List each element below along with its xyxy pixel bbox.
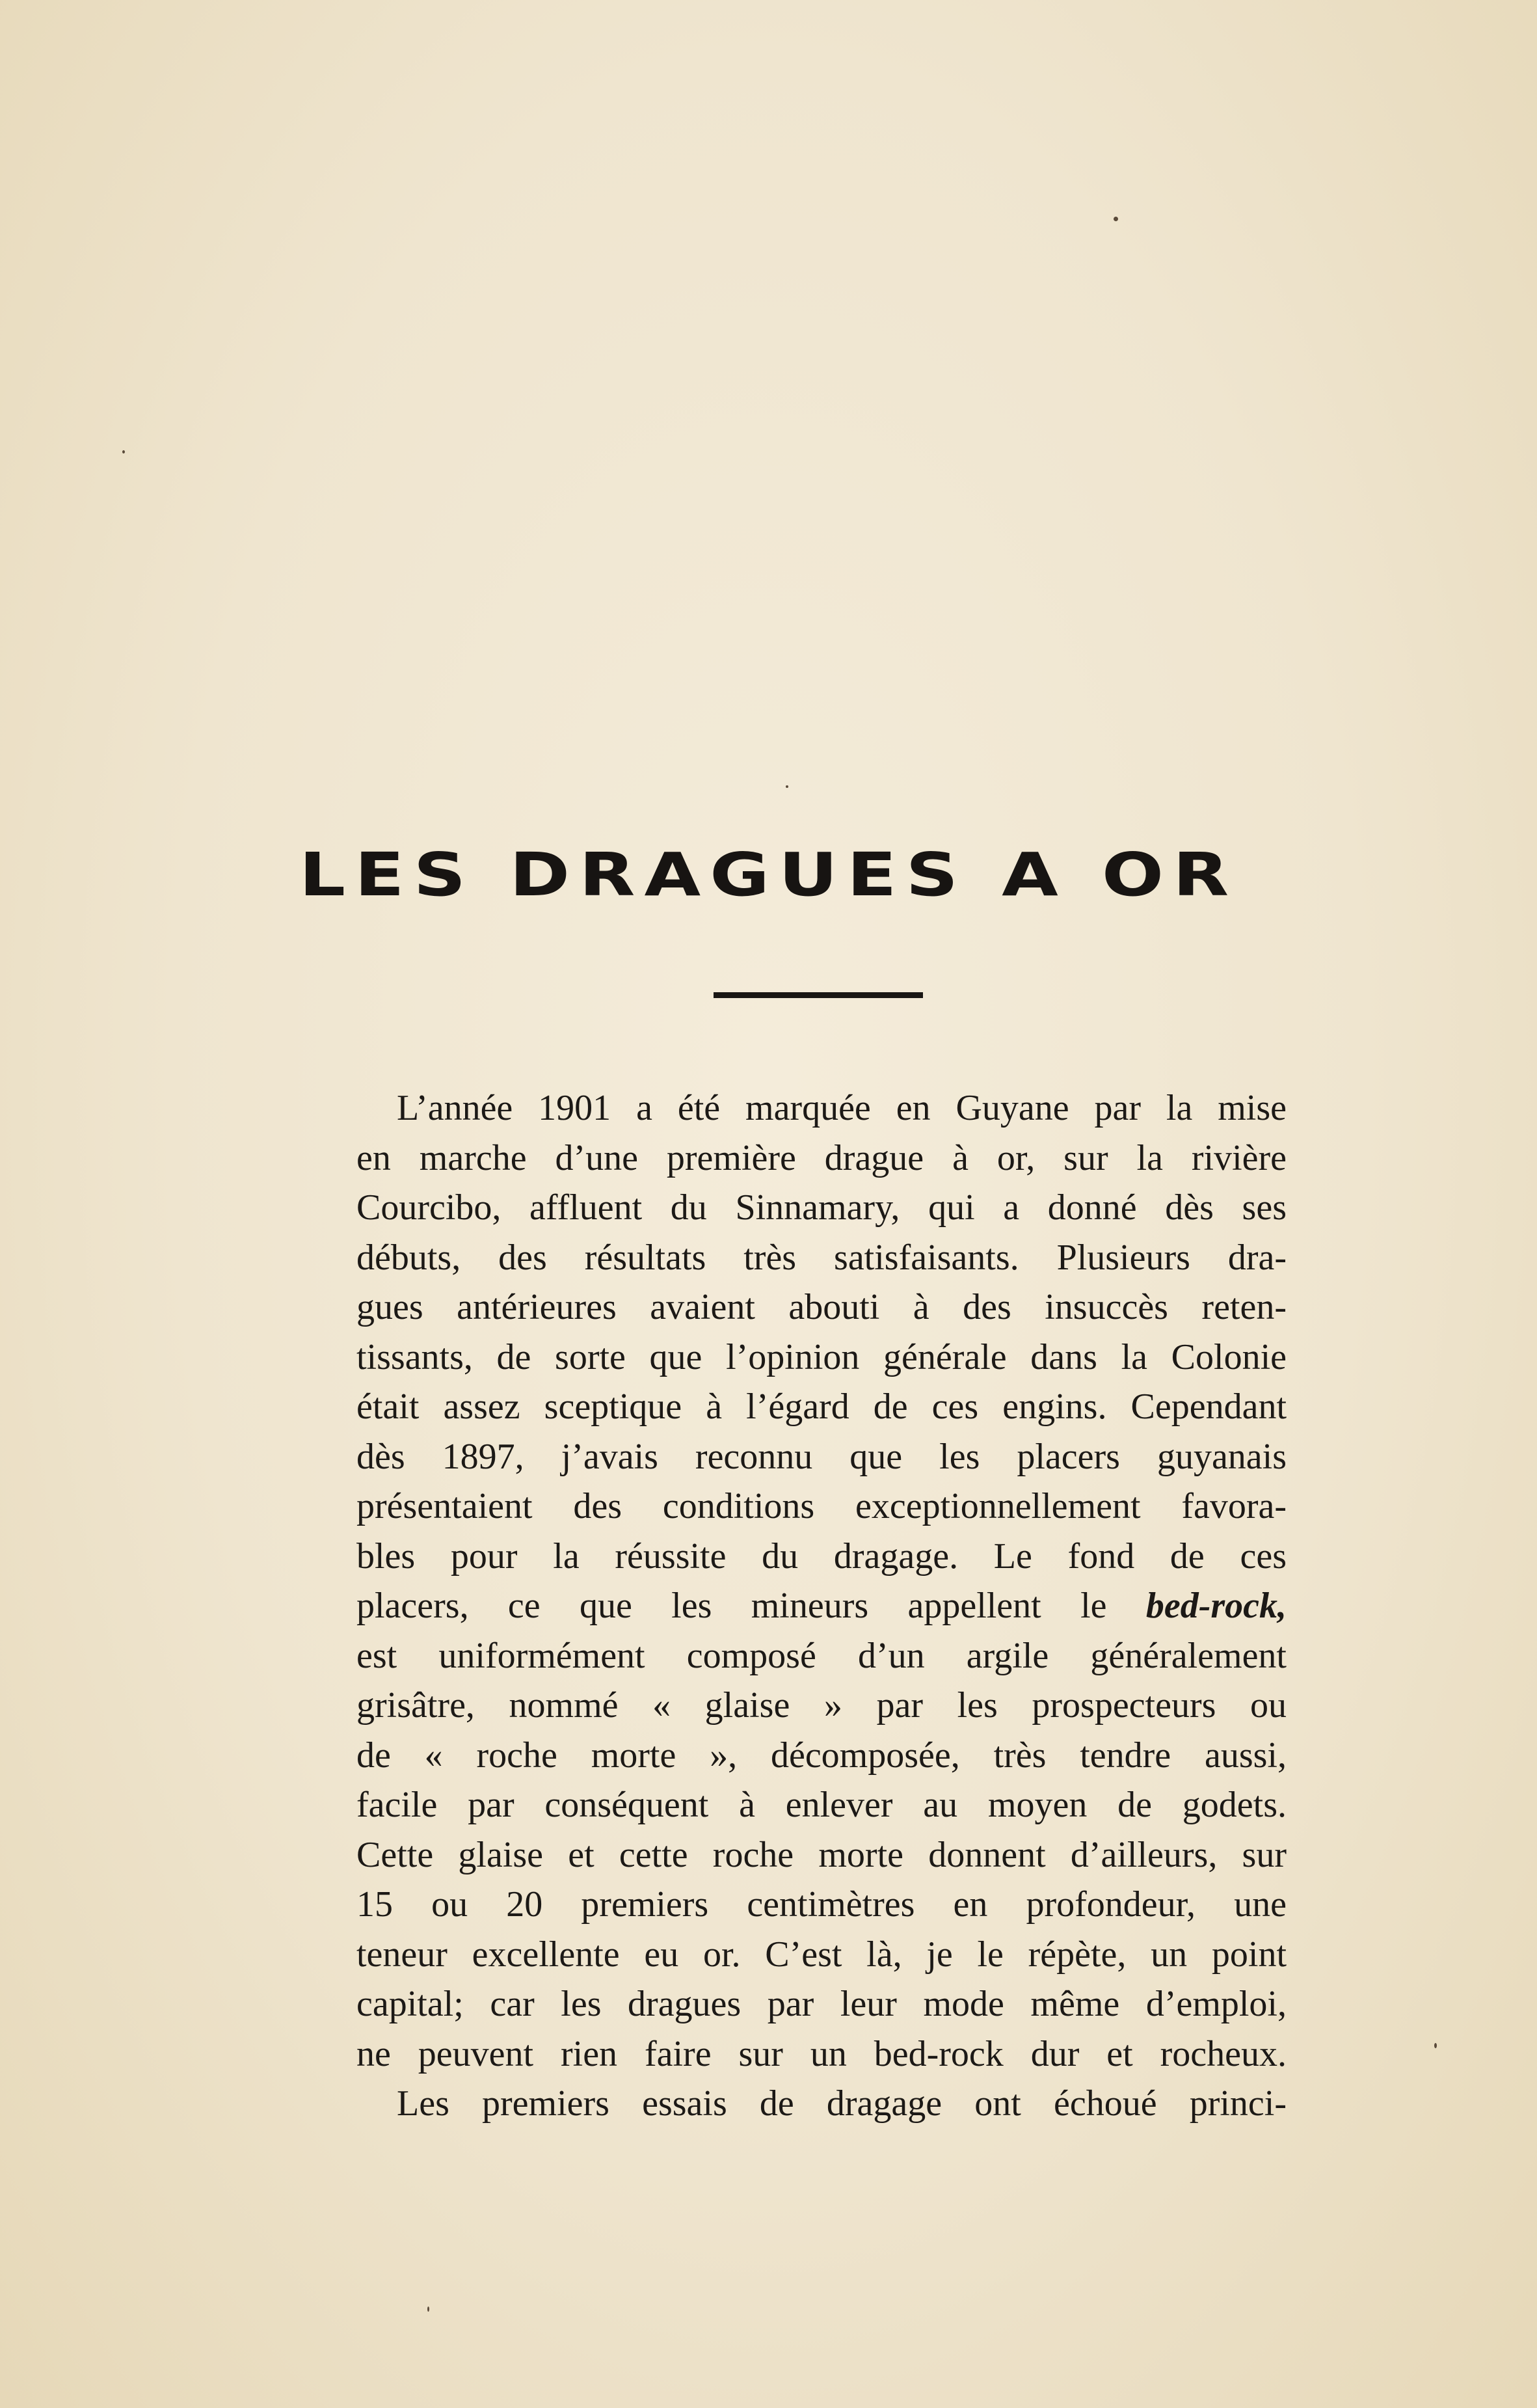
paper-speck bbox=[1114, 217, 1118, 221]
text-line: Courcibo, affluent du Sinnamary, qui a donné dès ses bbox=[356, 1187, 1287, 1228]
text-line: tissants, de sorte que l’opinion générale dans la Colonie bbox=[356, 1336, 1287, 1377]
emphasis-term: bed-rock, bbox=[1145, 1586, 1287, 1626]
paper-speck bbox=[427, 2307, 429, 2312]
text-line: débuts, des résultats très satisfaisants. Plusieurs dra- bbox=[356, 1237, 1287, 1278]
text-line-with-emphasis bbox=[356, 1581, 1287, 1631]
text-line: Les premiers essais de dragage ont échoué princi- bbox=[397, 2083, 1287, 2124]
text-line: Cette glaise et cette roche morte donnent d’ailleurs, sur bbox=[356, 1834, 1287, 1875]
text-line: facile par conséquent à enlever au moyen de godets. bbox=[356, 1785, 1287, 1825]
paper-speck bbox=[1434, 2043, 1437, 2048]
page-title: LES DRAGUES A OR bbox=[299, 840, 1238, 910]
body-text bbox=[356, 1083, 1287, 2129]
text-line: L’année 1901 a été marquée en Guyane par la mise bbox=[397, 1088, 1287, 1128]
text-segment: placers, ce que les mineurs appellent le bbox=[356, 1586, 1146, 1626]
text-line: 15 ou 20 premiers centimètres en profondeur, une bbox=[356, 1884, 1287, 1925]
text-line: ne peuvent rien faire sur un bed-rock dur et rocheux. bbox=[356, 2033, 1287, 2074]
paper-speck bbox=[122, 450, 125, 453]
text-line: gues antérieures avaient abouti à des insuccès reten- bbox=[356, 1287, 1287, 1327]
text-line: bles pour la réussite du dragage. Le fond de ces bbox=[356, 1535, 1287, 1576]
text-line: de « roche morte », décomposée, très tendre aussi, bbox=[356, 1735, 1287, 1776]
text-line: en marche d’une première drague à or, sur la rivière bbox=[356, 1137, 1287, 1178]
paper-speck bbox=[786, 785, 788, 788]
text-line: présentaient des conditions exceptionnellement favora- bbox=[356, 1486, 1287, 1526]
text-line: teneur excellente eu or. C’est là, je le répète, un point bbox=[356, 1934, 1287, 1975]
text-line: était assez sceptique à l’égard de ces engins. Cependant bbox=[356, 1387, 1287, 1427]
title-rule bbox=[714, 992, 923, 998]
text-line: grisâtre, nommé « glaise » par les prospecteurs ou bbox=[356, 1685, 1287, 1725]
text-line: capital; car les dragues par leur mode même d’emploi, bbox=[356, 1984, 1287, 2024]
text-line: dès 1897, j’avais reconnu que les placers guyanais bbox=[356, 1436, 1287, 1477]
text-line: est uniformément composé d’un argile généralement bbox=[356, 1635, 1287, 1676]
